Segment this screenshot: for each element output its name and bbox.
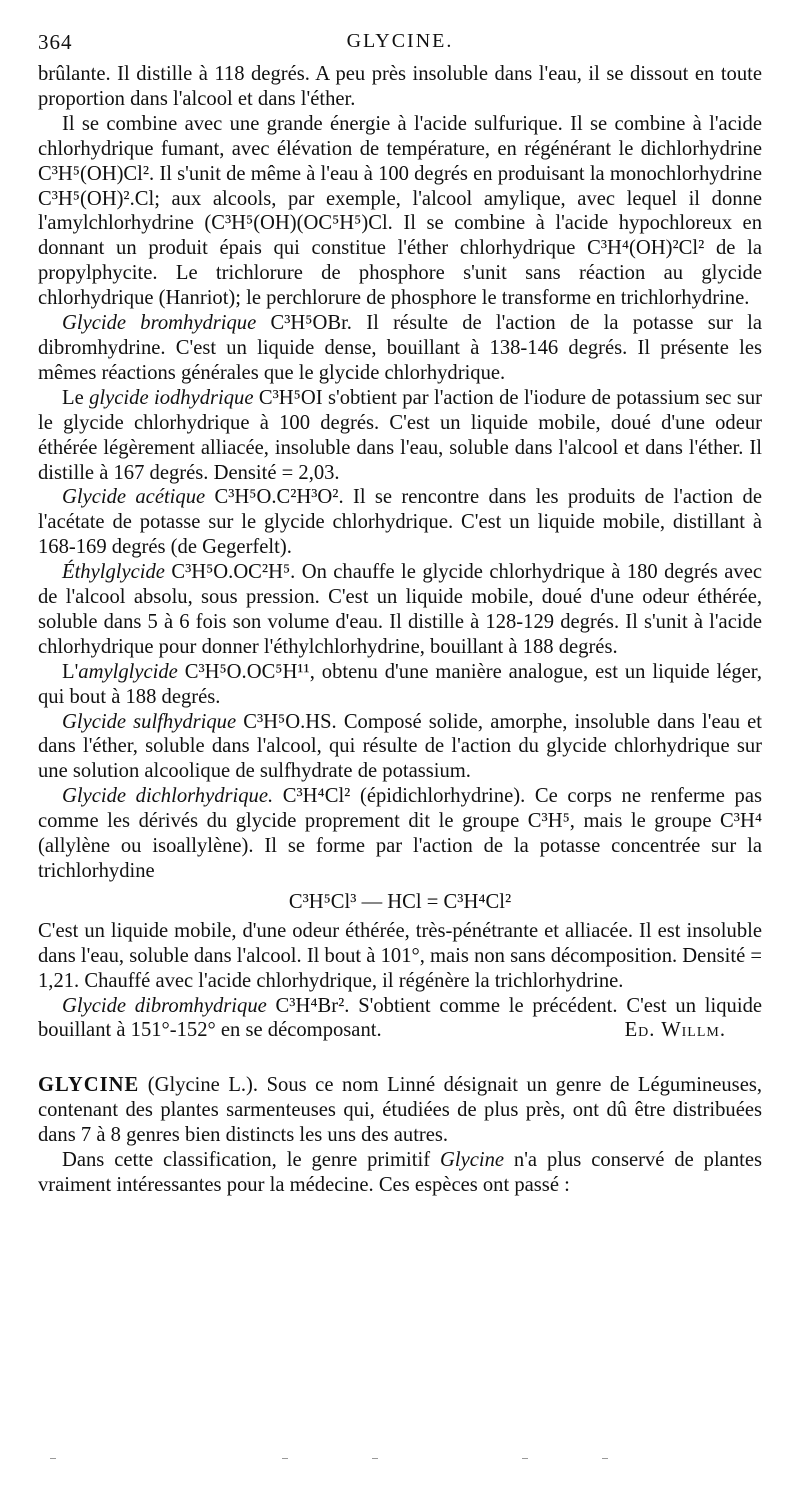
paragraph bbox=[38, 485, 762, 560]
paragraph-text: C³H⁴Br². S'obtient comme le précédent. C'est un liquide bouillant à 151°-152° en se décomposant. bbox=[38, 994, 763, 1042]
paragraph bbox=[38, 386, 762, 486]
paragraph bbox=[38, 919, 762, 994]
italic-term: Glycide bromhydrique bbox=[62, 312, 257, 335]
paragraph bbox=[38, 62, 762, 112]
paragraph-text: Il se combine avec une grande énergie à l'acide sulfurique. Il se combine à l'acide chlorhydrique fumant, avec élévation de température, en régénérant le dichlorhydrine C³H⁵(OH)Cl². Il s'unit de même à l'eau à 100 degrés en produisant la monochlorhydrine C³H⁵(OH)².Cl; aux alcools, par exemple, l'alcool amylique, avec lequel il donne l'amylchlorhydrine (C³H⁵(OH)(OC⁵H⁵)Cl. Il se combine à l'acide hypochloreux en donnant un produit épais qui constitue l'éther chlorhydrique C³H⁴(OH)²Cl² de la propylphycite. Le trichlorure de phosphore s'unit sans réaction au glycide chlorhydrique (Hanriot); le perchlorure de phosphore le transforme en trichlorhydrine. bbox=[38, 112, 762, 310]
author-signature: Ed. Willm. bbox=[624, 1019, 726, 1042]
article-body bbox=[38, 62, 762, 1198]
italic-term: Glycide acétique bbox=[62, 486, 206, 509]
paragraph-text: brûlante. Il distille à 118 degrés. A peu près insoluble dans l'eau, il se dissout en toute proportion dans l'alcool et dans l'éther. bbox=[38, 63, 762, 110]
italic-term: glycide iodhydrique bbox=[89, 386, 254, 409]
paragraph-text: C'est un liquide mobile, d'une odeur éthérée, très-pénétrante et alliacée. Il est insoluble dans l'eau, soluble dans l'alcool. Il bout à 101°, mais non sans décomposition. Densité = 1,21. Chauffé avec l'acide chlorhydrique, il régénère la trichlorhydrine. bbox=[38, 919, 762, 992]
paragraph-text: C³H⁵O.HS. Composé solide, amorphe, insoluble dans l'eau et dans l'éther, soluble dans l'alcool, qui résulte de l'action du glycide chlorhydrique sur une solution alcoolique de sulfhydrate de potassium. bbox=[38, 710, 762, 783]
paragraph-text: C³H⁵O.C²H³O². Il se rencontre dans les produits de l'action de l'acétate de potasse sur le glycide chlorhydrique. C'est un liquide mobile, distillant à 168-169 degrés (de Gegerfelt). bbox=[38, 486, 762, 559]
section-gap bbox=[38, 1043, 762, 1073]
italic-term: Glycide dibromhydrique bbox=[62, 994, 267, 1017]
paragraph bbox=[38, 1073, 762, 1148]
paragraph bbox=[38, 1148, 762, 1198]
paragraph bbox=[38, 784, 762, 884]
running-title: GLYCINE. bbox=[346, 30, 454, 52]
paragraph-text: C³H⁵OBr. Il résulte de l'action de la potasse sur la dibromhydrine. C'est un liquide dense, bouillant à 138-146 degrés. Il présente les mêmes réactions générales que le glycide chlorhydrique. bbox=[38, 312, 762, 384]
chemical-equation bbox=[38, 890, 762, 915]
italic-term: Glycide sulfhydrique bbox=[62, 710, 237, 733]
paragraph bbox=[38, 710, 762, 785]
page-header bbox=[38, 30, 762, 58]
italic-term: Glycine bbox=[439, 1149, 505, 1172]
page-edge-marks bbox=[0, 1458, 800, 1464]
paragraph-text: C³H⁵Cl³ — HCl = C³H⁴Cl² bbox=[288, 890, 512, 913]
paragraph bbox=[38, 311, 762, 386]
paragraph bbox=[38, 660, 762, 710]
page-number: 364 bbox=[38, 30, 73, 54]
paragraph-text: C³H⁵OI s'obtient par l'action de l'iodure de potassium sec sur le glycide chlorhydrique à 100 degrés. C'est un liquide mobile, doué d'une odeur éthérée légèrement alliacée, insoluble dans l'eau, soluble dans l'alcool et dans l'éther. Il distille à 167 degrés. Densité = 2,03. bbox=[38, 386, 762, 484]
italic-term: Glycide dichlorhydrique. bbox=[62, 785, 274, 808]
article-heading: GLYCINE bbox=[38, 1074, 140, 1097]
paragraph bbox=[38, 994, 762, 1044]
paragraph-text: n'a plus conservé de plantes vraiment intéressantes pour la médecine. Ces espèces ont passé : bbox=[38, 1149, 762, 1196]
italic-term: Éthylglycide bbox=[62, 561, 165, 584]
paragraph-text: (Glycine L.). Sous ce nom Linné désignait un genre de Légumineuses, contenant des plantes sarmenteuses qui, étudiées de plus près, ont dû être distribuées dans 7 à 8 genres bien distincts les uns des autres. bbox=[38, 1074, 762, 1147]
paragraph-text: C³H⁴Cl² (épidichlorhydrine). Ce corps ne renferme pas comme les dérivés du glycide proprement dit le groupe C³H⁵, mais le groupe C³H⁴ (allylène ou isoallylène). Il se forme par l'action de la potasse concentrée sur la trichlorhydine bbox=[38, 785, 762, 882]
paragraph-prefix: Dans cette classification, le genre primitif bbox=[62, 1149, 440, 1172]
paragraph bbox=[38, 112, 762, 311]
italic-term: amylglycide bbox=[78, 660, 178, 683]
paragraph-prefix: L' bbox=[62, 660, 79, 683]
paragraph bbox=[38, 560, 762, 660]
paragraph-prefix: Le bbox=[62, 386, 90, 409]
paragraph-text: C³H⁵O.OC²H⁵. On chauffe le glycide chlorhydrique à 180 degrés avec de l'alcool absolu, sous pression. C'est un liquide mobile, doué d'une odeur éthérée, soluble dans 5 à 6 fois son volume d'eau. Il distille à 128-129 degrés. Il s'unit à l'acide chlorhydrique pour donner l'éthylchlorhydrine, bouillant à 188 degrés. bbox=[38, 561, 762, 658]
paragraph-text: C³H⁵O.OC⁵H¹¹, obtenu d'une manière analogue, est un liquide léger, qui bout à 188 degrés. bbox=[38, 660, 762, 708]
